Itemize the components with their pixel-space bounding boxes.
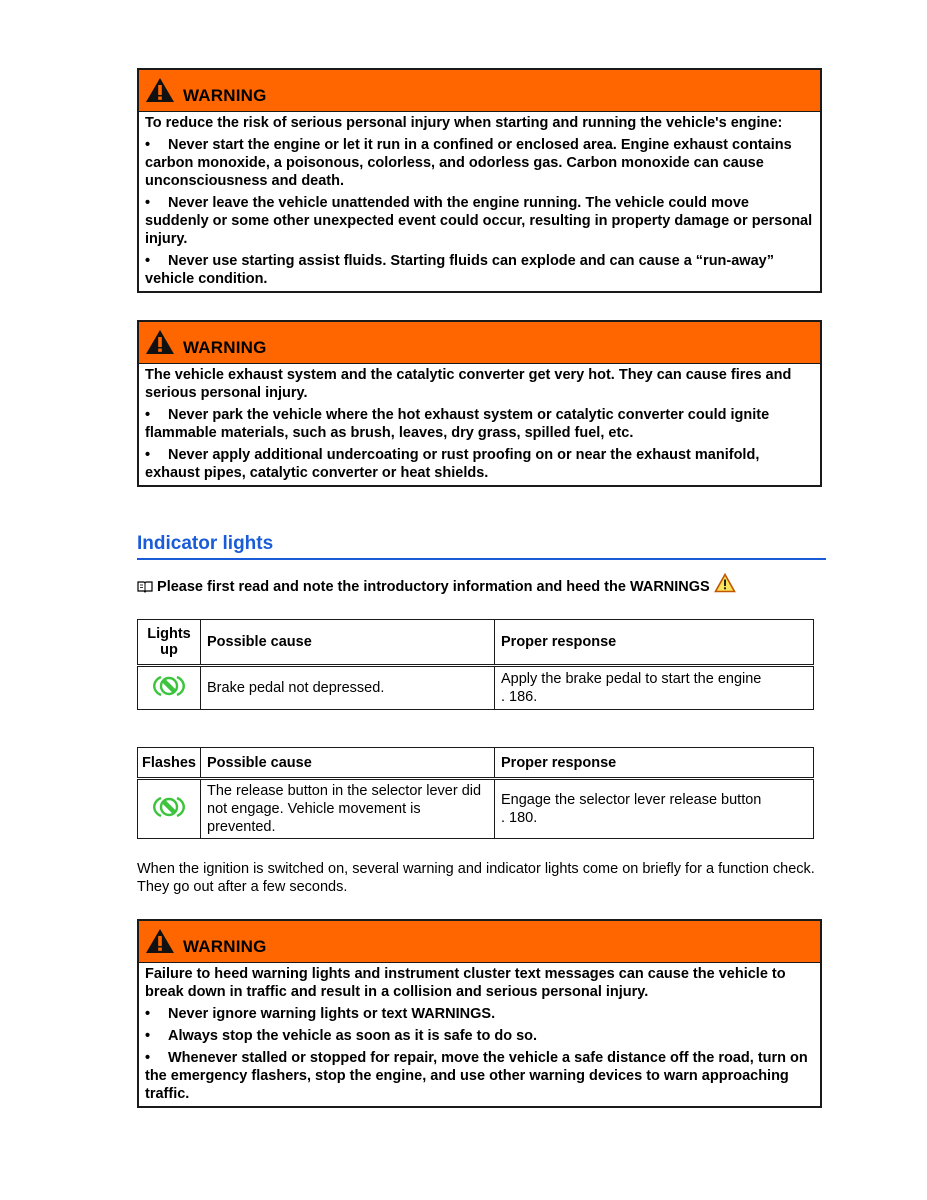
section-title: Indicator lights — [137, 533, 274, 554]
table-header-row — [138, 620, 814, 666]
warning-intro: To reduce the risk of serious personal injury when starting and running the vehicle's engine: — [145, 115, 783, 131]
warning-bullet: • Always stop the vehicle as soon as it is safe to do so. — [145, 1028, 538, 1044]
warning-triangle-icon — [145, 928, 175, 954]
table-header-cell: Possible cause — [201, 748, 495, 779]
warning-triangle-icon — [145, 329, 175, 355]
indicator-table — [137, 619, 814, 710]
warning-box — [137, 320, 822, 487]
section-intro — [137, 573, 736, 595]
table-cell: Apply the brake pedal to start the engine . 186. — [495, 666, 814, 710]
warning-header — [139, 921, 820, 963]
warning-header — [139, 322, 820, 364]
table-header-cell: Lights up — [138, 620, 201, 666]
table-header-cell: Proper response — [495, 620, 814, 666]
book-icon — [137, 580, 153, 593]
warning-body — [139, 112, 820, 291]
warning-intro: The vehicle exhaust system and the catalytic converter get very hot. They can cause fires and serious personal injury. — [145, 367, 792, 401]
warning-title: WARNING — [183, 937, 267, 956]
warning-bullet: • Never park the vehicle where the hot exhaust system or catalytic converter could ignite flammable materials, such as brush, leaves, dry grass, spilled fuel, etc. — [145, 407, 770, 441]
warning-title: WARNING — [183, 338, 267, 357]
warning-bullet: • Never use starting assist fluids. Starting fluids can explode and can cause a “run-away” vehicle condition. — [145, 253, 774, 287]
indicator-icon-cell — [138, 666, 201, 710]
page-reference[interactable]: . 180. — [501, 810, 538, 826]
indicator-table — [137, 747, 814, 839]
table-cell: Brake pedal not depressed. — [201, 666, 495, 710]
indicator-icon-cell — [138, 779, 201, 839]
section-intro-text: Please first read and note the introductory information and heed the WARNINGS — [157, 579, 710, 595]
warning-bullet: • Never apply additional undercoating or rust proofing on or near the exhaust manifold, exhaust pipes, catalytic converter or heat shields. — [145, 447, 760, 481]
warning-box — [137, 68, 822, 293]
body-paragraph: When the ignition is switched on, several warning and indicator lights come on briefly for a function check. They go out after a few seconds. — [137, 861, 815, 895]
warning-bullet: • Never ignore warning lights or text WARNINGS. — [145, 1006, 496, 1022]
table-header-cell: Proper response — [495, 748, 814, 779]
warning-header — [139, 70, 820, 112]
table-cell: The release button in the selector lever did not engage. Vehicle movement is prevented. — [201, 779, 495, 839]
table-header-cell: Possible cause — [201, 620, 495, 666]
table-header-row — [138, 748, 814, 779]
table-row — [138, 779, 814, 839]
table-row — [138, 666, 814, 710]
brake-pedal-indicator-icon — [153, 794, 185, 820]
table-header-cell: Flashes — [138, 748, 201, 779]
warning-triangle-icon — [714, 573, 736, 593]
warning-intro: Failure to heed warning lights and instrument cluster text messages can cause the vehicle to break down in traffic and result in a collision and serious personal injury. — [145, 966, 786, 1000]
warning-body — [139, 963, 820, 1106]
warning-triangle-icon — [145, 77, 175, 103]
table-cell: Engage the selector lever release button . 180. — [495, 779, 814, 839]
section-divider — [137, 558, 826, 560]
warning-bullet: • Never leave the vehicle unattended with the engine running. The vehicle could move suddenly or some other unexpected event could occur, resulting in property damage or personal injury. — [145, 195, 813, 247]
warning-box — [137, 919, 822, 1108]
warning-bullet: • Whenever stalled or stopped for repair, move the vehicle a safe distance off the road, turn on the emergency flashers, stop the engine, and use other warning devices to warn approaching traffic. — [145, 1050, 808, 1102]
brake-pedal-indicator-icon — [153, 673, 185, 699]
warning-body — [139, 364, 820, 485]
page-reference[interactable]: . 186. — [501, 689, 538, 705]
warning-title: WARNING — [183, 86, 267, 105]
warning-bullet: • Never start the engine or let it run in a confined or enclosed area. Engine exhaust contains carbon monoxide, a poisonous, colorless, and odorless gas. Carbon monoxide can cause unconsciousness and death. — [145, 137, 792, 189]
